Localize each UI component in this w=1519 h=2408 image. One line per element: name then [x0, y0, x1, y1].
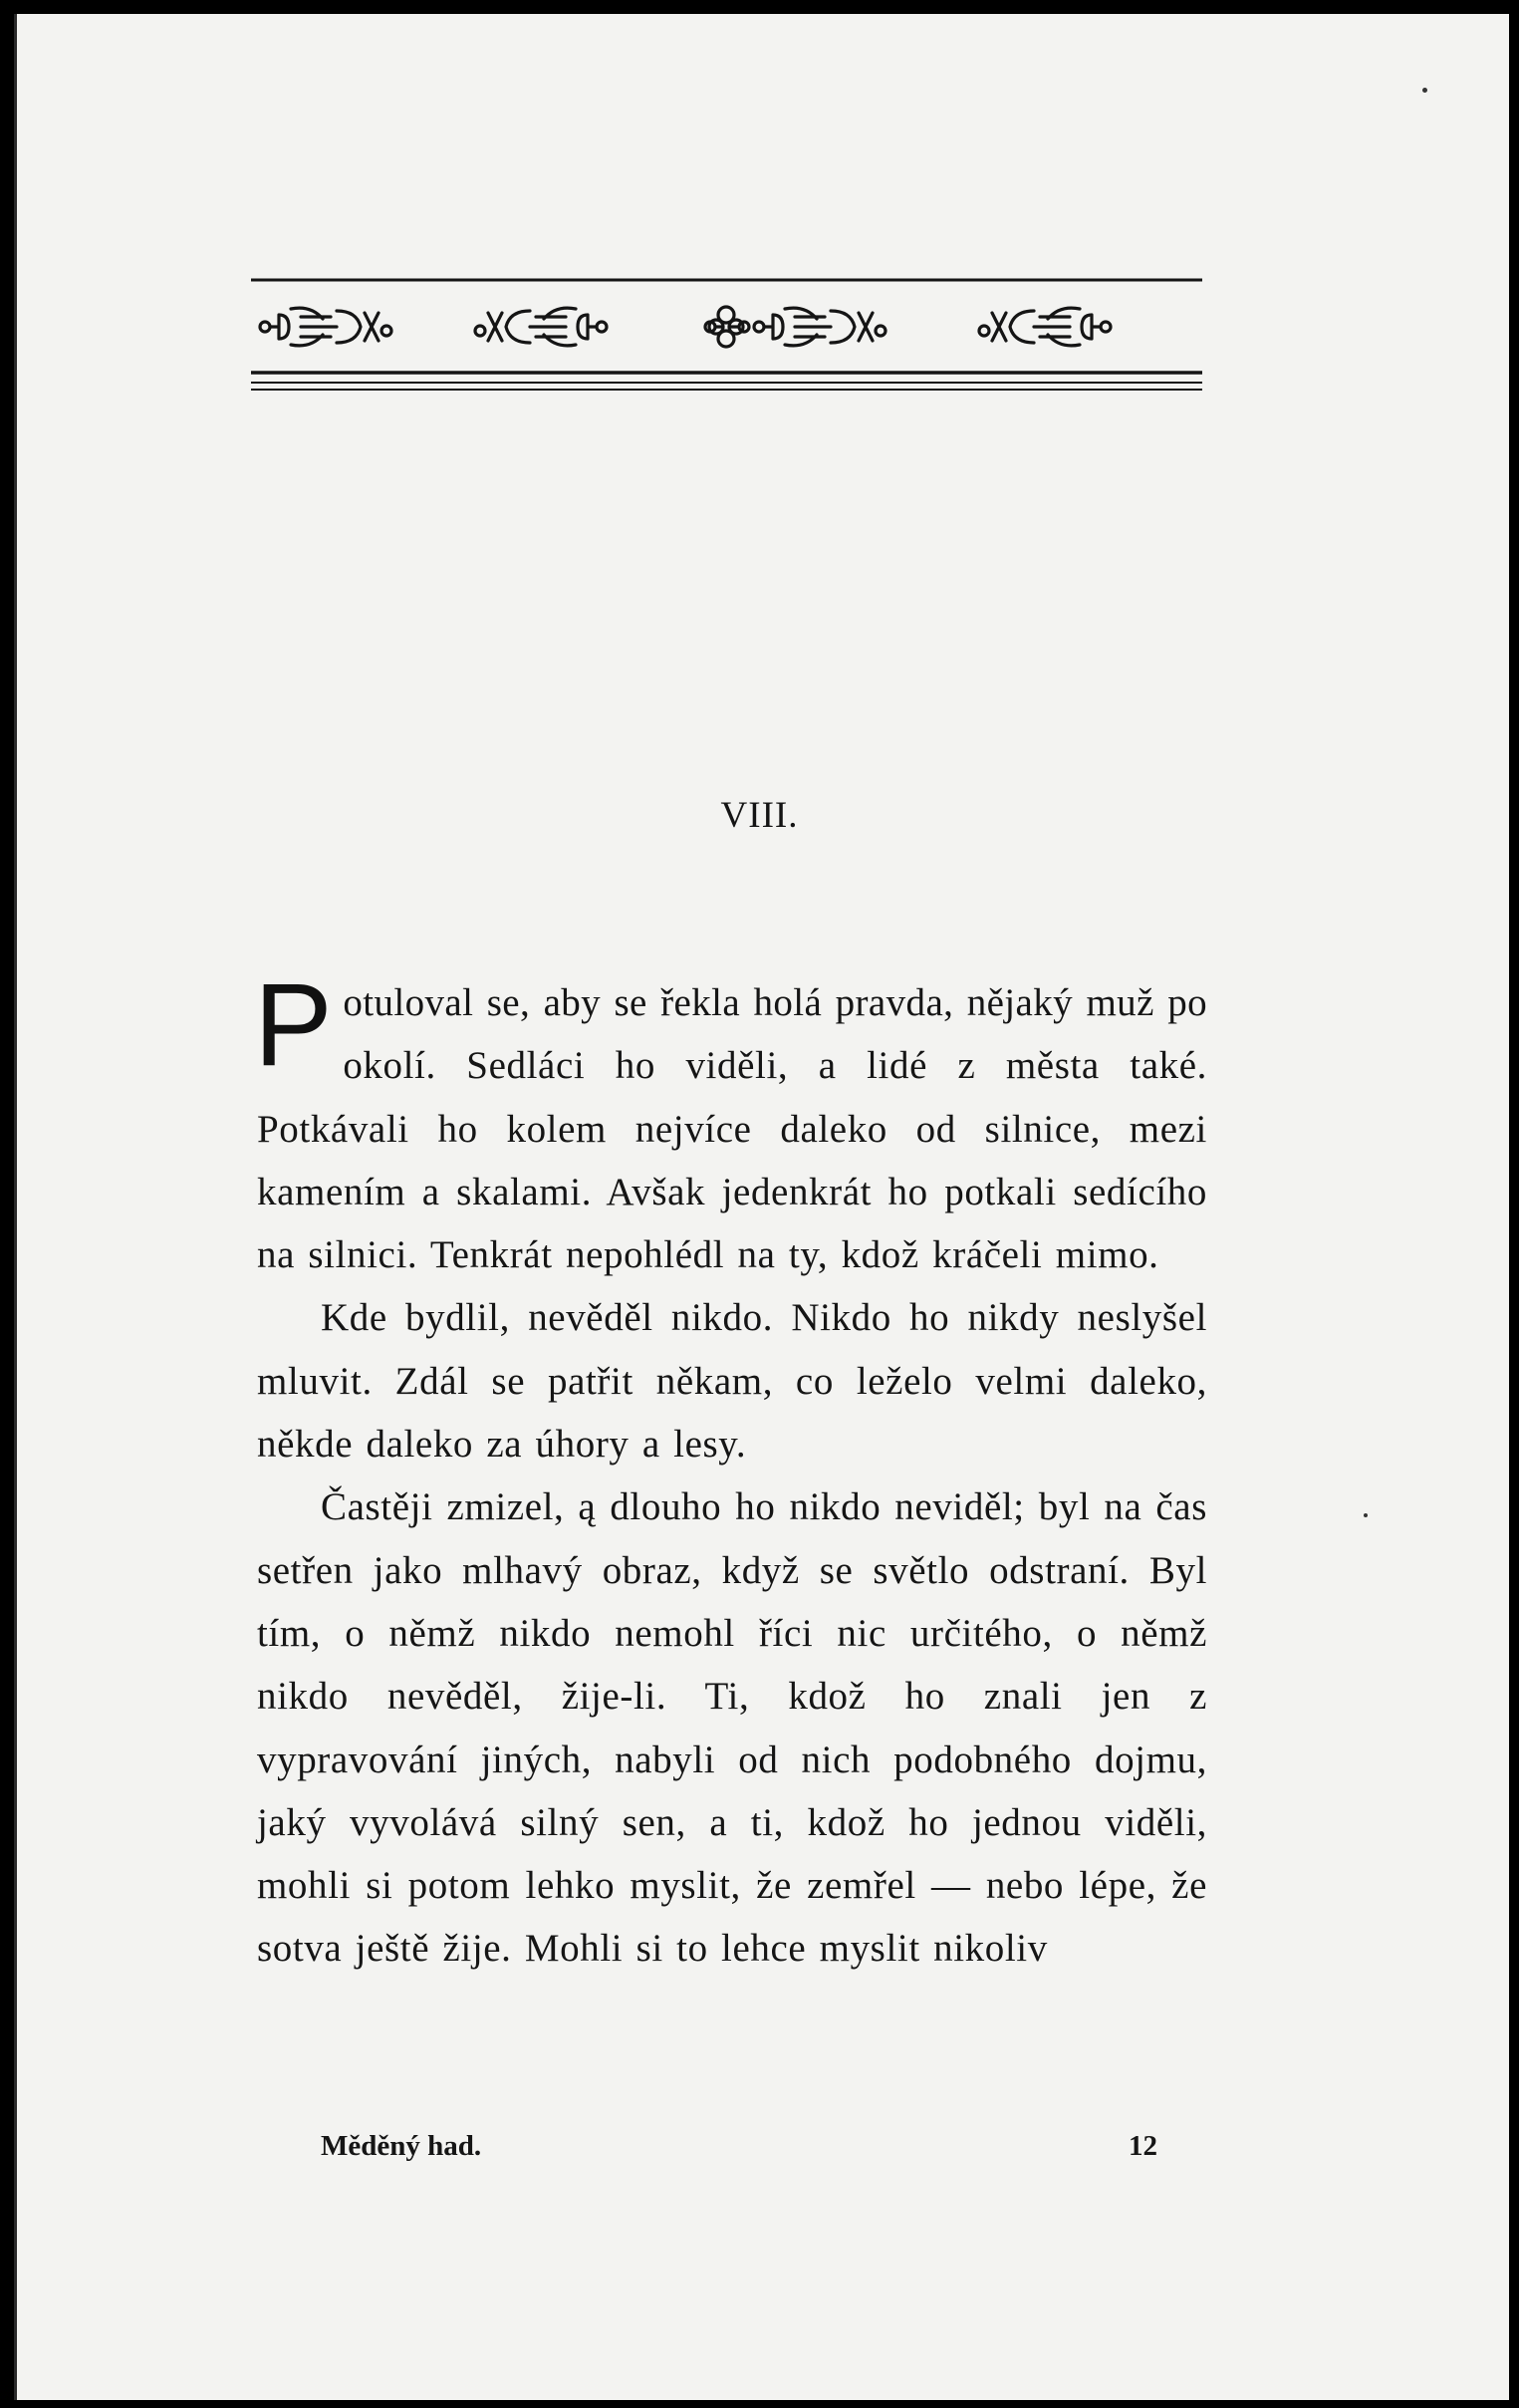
paragraph: Kde bydlil, nevěděl nikdo. Nikdo ho nikdy neslyšel mluvit. Zdál se patřit někam, co leželo velmi daleko, někde daleko za úhory a lesy. — [257, 1296, 1207, 1467]
paragraph-text: otuloval se, aby se řekla holá pravda, nějaký muž po okolí. Sedláci ho viděli, a lidé z města také. Potkávali ho kolem nejvíce daleko od silnice, mezi kamením a skalami. Avšak jedenkrát ho potkali sedícího na silnici. Tenkrát nepohlédl na ty, kdož kráčeli mimo. — [257, 981, 1207, 1277]
drop-cap: P — [254, 959, 334, 1091]
paragraph — [254, 959, 1207, 1286]
signature-number: 12 — [1129, 2130, 1157, 2162]
dust-speck — [1364, 1513, 1368, 1517]
dust-speck — [1422, 88, 1427, 93]
chapter-number: VIII. — [720, 795, 799, 836]
page-footer — [321, 2130, 1157, 2163]
printer-signature: Měděný had. — [321, 2130, 482, 2162]
paragraph: Častěji zmizel, ą dlouho ho nikdo neviděl; byl na čas setřen jako mlhavý obraz, když se světlo odstraní. Byl tím, o němž nikdo nemohl říci nic určitého, o němž nikdo nevěděl, žije-li. Ti, kdož ho znali jen z vypravování jiných, nabyli od nich podobného dojmu, jaký vyvolává silný sen, a ti, kdož ho jednou viděli, mohli si potom lehko myslit, že zemřel — nebo lépe, že sotva ještě žije. Mohli si to lehce myslit nikoliv — [257, 1485, 1207, 1971]
decorative-header-ornament — [251, 277, 1202, 395]
body-text — [254, 959, 1207, 1981]
